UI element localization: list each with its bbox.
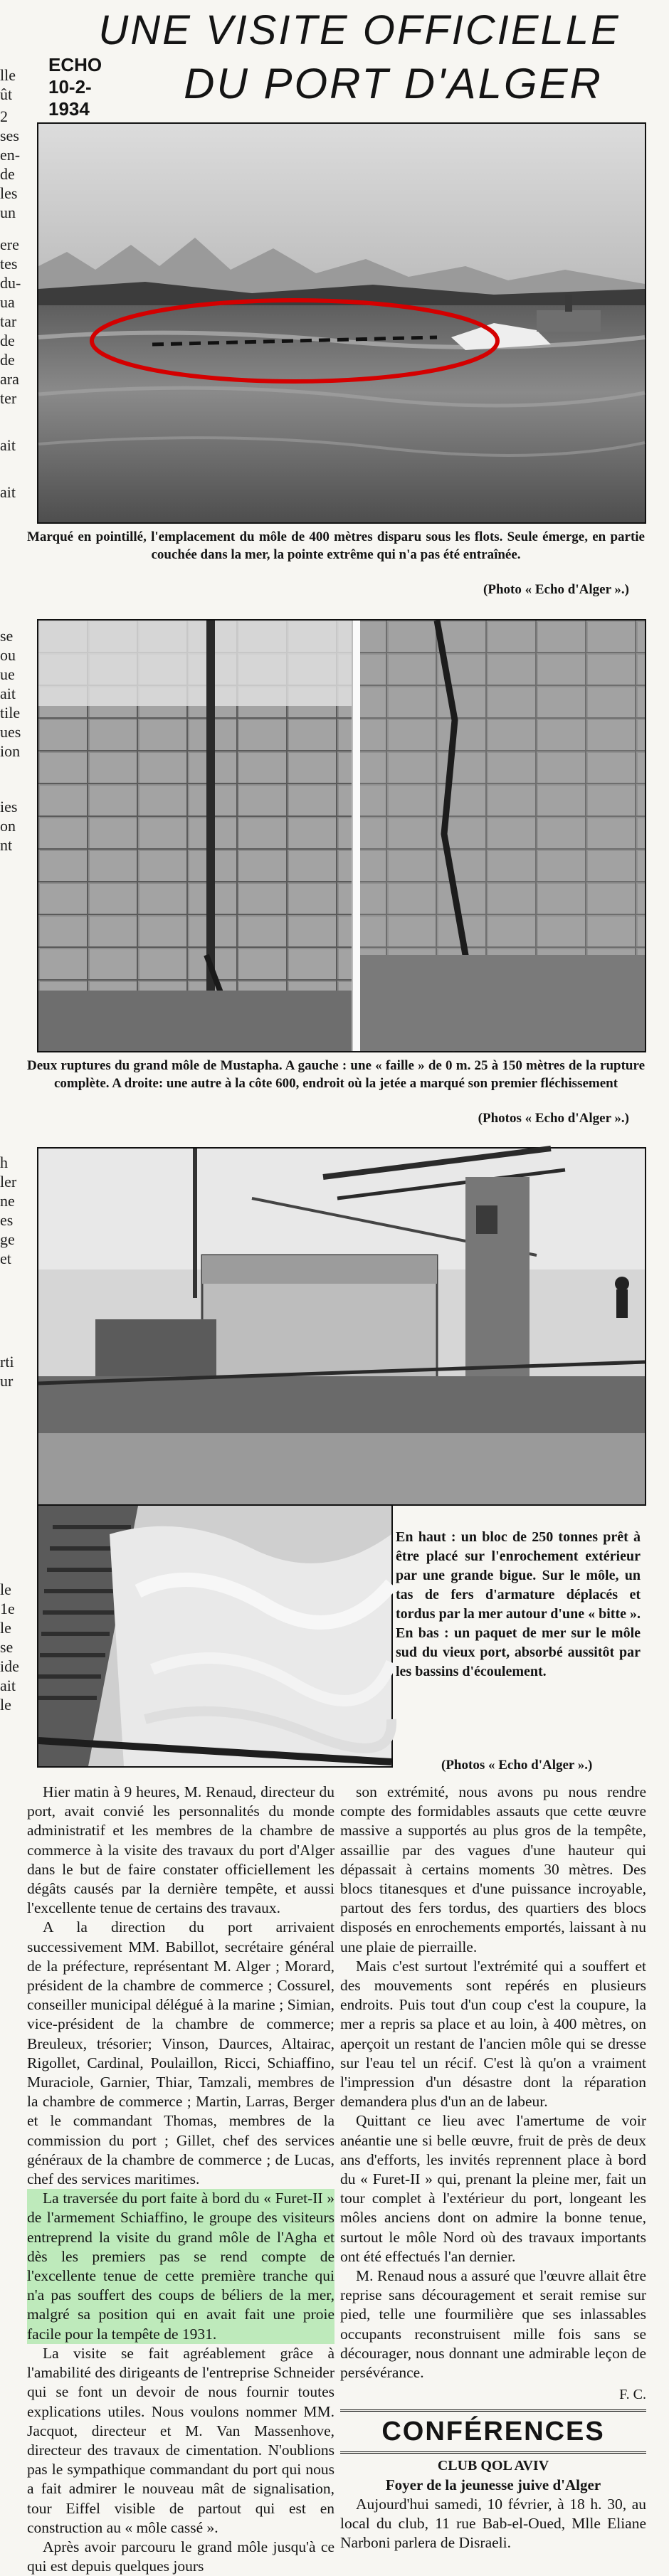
article-signature: F. C.: [619, 2387, 646, 2403]
margin-fragment: tile: [0, 704, 21, 722]
section-divider: [340, 2451, 646, 2454]
article-paragraph: Hier matin à 9 heures, M. Renaud, directeur du port, avait convié les personnalités du monde administratif et les membres de la chambre de commerce à la visite des travaux du port d'Alger dans le but de faire constater officiellement les dégâts causés par la dernière tempête, et aussi l'excellente tenue de certains des travaux.: [27, 1783, 334, 1917]
margin-fragment: le: [0, 1619, 11, 1637]
photo-mole-ruptures-image: [38, 621, 645, 1051]
photo-wave-mole-image: [38, 1506, 391, 1766]
margin-fragment: ara: [0, 370, 19, 388]
margin-fragment: ge: [0, 1230, 15, 1248]
margin-fragment: ion: [0, 742, 21, 760]
article-column-2: [340, 1783, 646, 2552]
margin-fragment: de: [0, 351, 15, 369]
margin-fragment: un: [0, 204, 16, 221]
photo-1-caption: Marqué en pointillé, l'emplacement du môle de 400 mètres disparu sous les flots. Seule émerge, en partie couchée dans la mer, la pointe extrême qui n'a pas été entraînée.: [27, 529, 645, 562]
article-paragraph: La visite se fait agréablement grâce à l'amabilité des dirigeants de l'entreprise Schneider qui se font un devoir de nous fournir toutes explications utiles. Nous voulons nommer MM. Jacquot, directeur et M. Van Massenhove, directeur des travaux de cimentation. N'oublions pas le sympathique commandant du port qui nous a fait admirer le nouveau mât de signalisation, tour Eiffel visible de partout qui est en construction au « môle cassé ».: [27, 2344, 334, 2536]
margin-fragment: ide: [0, 1657, 19, 1675]
photo-wave-mole: [37, 1504, 393, 1768]
source-date: 10-2-1934: [48, 76, 92, 120]
margin-fragment: ter: [0, 389, 17, 407]
article-paragraph: son extrémité, nous avons pu nous rendre compte des formidables assauts que cette œuvre massive a supportés au plus gros de la tempête, assaillie par des vagues d'une hauteur qui dépassait à certains moments 30 mètres. Des blocs titanesques et d'une puissance incroyable, partout des fers tordus, des quartiers des blocs disposés en enrochements emportés, laissant à nu une plaie de pierraille.: [340, 1783, 646, 1955]
margin-fragment: se: [0, 627, 14, 645]
photo-mole-ruptures: [37, 619, 646, 1052]
article-column-1: [27, 1783, 334, 2575]
article-paragraph: M. Renaud nous a assuré que l'œuvre allait être reprise sans découragement et serait remise sur pied, telle une fourmilière que ses inlassables occupants reconstruisent mille fois sans se décourager, nous donnant une admirable leçon de persévérance.: [340, 2267, 646, 2382]
margin-fragment: les: [0, 184, 18, 202]
headline-line-1: UNE VISITE OFFICIELLE: [98, 7, 621, 53]
margin-fragment: ues: [0, 723, 21, 741]
conferences-title: CONFÉRENCES: [381, 2416, 605, 2446]
margin-fragment: ût: [0, 85, 13, 103]
margin-fragment: ere: [0, 236, 19, 253]
photo-3-credit: (Photos « Echo d'Alger ».): [441, 1758, 593, 1773]
article-paragraph: Quittant ce lieu avec l'amertume de voir anéantie une si belle œuvre, fruit de près de deux ans d'efforts, les invités reprennent place à bord du « Furet-II » qui, prenant la pleine mer, fait un tour complet à l'extérieur du port, longeant les môles anciens dont on admire la bonne tenue, surtout le môle Nord où des travaux importants ont été effectués l'an dernier.: [340, 2112, 646, 2265]
margin-fragment: ies: [0, 798, 18, 815]
margin-fragment: de: [0, 165, 15, 183]
article-paragraph: A la direction du port arrivaient successivement MM. Babillot, secrétaire général de la préfecture, représentant M. Alger ; Morard, président de la chambre de commerce ; Cossurel, conseiller municipal délégué à la marine ; Simian, vice-président de la chambre de commerce; Breuleux, trésorier; Vinson, Daurces, Altairac, Rigollet, Cardinal, Poulaillon, Ricci, Schiaffino, Muraciole, Garnier, Thiar, Tamzali, membres de la chambre de commerce ; Martin, Larras, Berger et le commandant Thomas, membres de la commission du port ; Gillet, chef des services généraux de la chambre de commerce ; de Lucas, chef des services maritimes.: [27, 1918, 334, 2188]
margin-fragment: ne: [0, 1192, 15, 1210]
photo-3-caption: En haut : un bloc de 250 tonnes prêt à être placé sur l'enrochement extérieur par une grande bigue. Sur le môle, un tas de fers d'armature déplacés et tordus par la mer autour d'une « bitte ». En bas : un paquet de mer sur le môle sud du vieux port, absorbé aussitôt par les bassins d'écoulement.: [396, 1529, 641, 1679]
margin-fragment: h: [0, 1154, 8, 1171]
margin-fragment: le: [0, 1580, 11, 1598]
margin-fragment: ses: [0, 127, 19, 144]
headline-line-2: DU PORT D'ALGER: [184, 60, 603, 107]
margin-fragment: ait: [0, 685, 16, 702]
conferences-club: CLUB QOL AVIV: [437, 2457, 549, 2474]
photo-block-crane-image: [38, 1149, 645, 1504]
article-paragraph-highlighted: La traversée du port faite à bord du « Furet-II » de l'armement Schiaffino, le groupe des visiteurs entreprend la visite du grand môle de l'Agha et dès les premiers pas se rend compte de l'excellente tenue de cette première tranche qui n'a pas souffert des coups de béliers de la mer, malgré sa position qui en avait fait une proie facile pour la tempête de 1931.: [27, 2189, 334, 2344]
conferences-venue: Foyer de la jeunesse juive d'Alger: [385, 2476, 601, 2493]
margin-fragment: ue: [0, 665, 15, 683]
margin-fragment: lle: [0, 66, 16, 84]
photo-port-mole: [37, 122, 646, 524]
margin-fragment: 2: [0, 107, 8, 125]
margin-fragment: ait: [0, 483, 16, 501]
conferences-text: Aujourd'hui samedi, 10 février, à 18 h. 30, au local du club, 11 rue Bab-el-Oued, Mlle Eliane Narboni parlera de Disraeli.: [340, 2495, 646, 2552]
margin-fragment: es: [0, 1211, 14, 1229]
margin-fragment: de: [0, 332, 15, 349]
margin-fragment: ua: [0, 293, 15, 311]
margin-fragment: et: [0, 1250, 11, 1267]
article-paragraph: Après avoir parcouru le grand môle jusqu'à ce qui est depuis quelques jours: [27, 2538, 334, 2575]
photo-port-mole-image: [38, 124, 645, 522]
margin-fragment: ait: [0, 1677, 16, 1694]
margin-fragment: rti: [0, 1353, 14, 1371]
margin-fragment: le: [0, 1696, 11, 1714]
source-paper: ECHO: [48, 54, 102, 75]
article-paragraph: Mais c'est surtout l'extrémité qui a souffert et des mouvements sont repérés en plusieurs endroits. Puis tout d'un coup c'est la coupure, la mer a repris sa place et au loin, à 400 mètres, on aperçoit un restant de l'ancien môle qui se dresse sur l'eau tel un récif. C'est là qu'on a vraiment l'impression d'un désastre dont la réparation demandera plus d'un an de labeur.: [340, 1957, 646, 2111]
photo-2-caption: Deux ruptures du grand môle de Mustapha. A gauche : une « faille » de 0 m. 25 à 150 mètres de la rupture complète. A droite: une autre à la côte 600, endroit où la jetée a marqué son premier fléchissement: [27, 1058, 645, 1091]
photo-1-credit: (Photo « Echo d'Alger ».): [483, 582, 629, 597]
margin-fragment: on: [0, 817, 16, 835]
margin-fragment: tar: [0, 312, 17, 330]
margin-fragment: 1e: [0, 1600, 15, 1617]
margin-fragment: du-: [0, 274, 21, 292]
margin-fragment: ler: [0, 1173, 17, 1191]
section-divider: [340, 2409, 646, 2412]
margin-fragment: en-: [0, 146, 21, 164]
margin-fragment: ait: [0, 436, 16, 454]
margin-fragment: nt: [0, 836, 13, 854]
margin-fragment: ur: [0, 1372, 14, 1390]
photo-2-credit: (Photos « Echo d'Alger ».): [478, 1111, 629, 1126]
margin-fragment: ou: [0, 646, 16, 664]
margin-fragment: tes: [0, 255, 18, 273]
photo-block-crane: [37, 1147, 646, 1506]
margin-fragment: se: [0, 1638, 14, 1656]
